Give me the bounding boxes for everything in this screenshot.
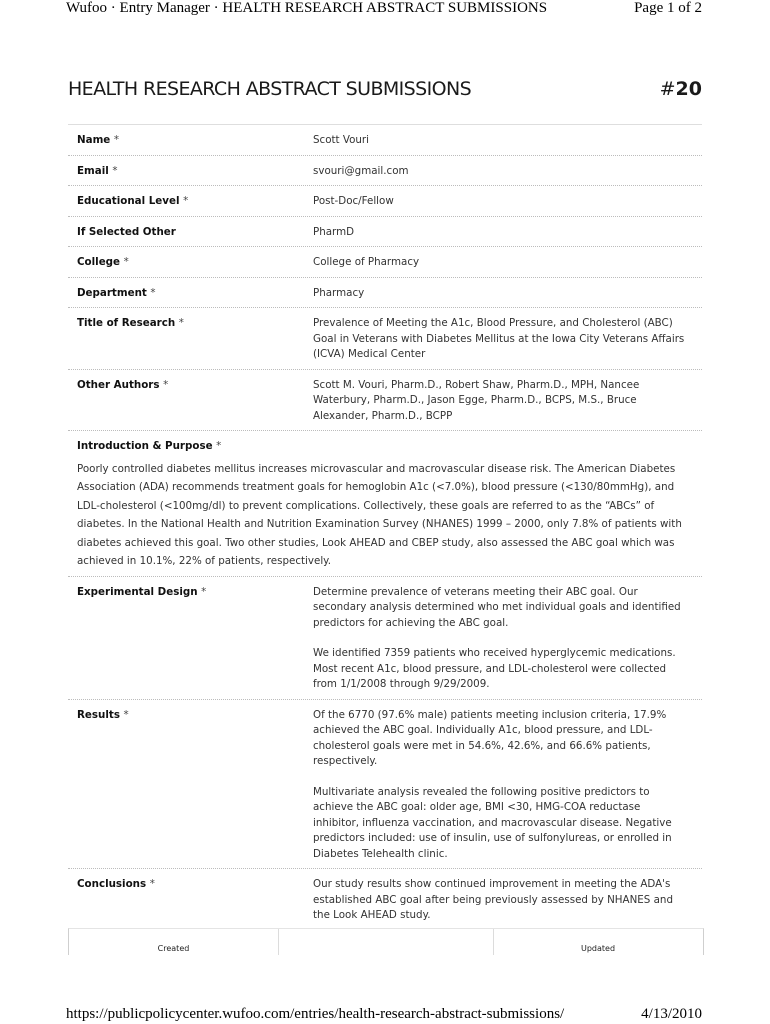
field-label: Email *: [77, 164, 118, 177]
field-label: Experimental Design *: [77, 585, 207, 598]
meta-divider: [278, 929, 279, 955]
required-marker: *: [123, 708, 129, 721]
field-value: [313, 577, 693, 699]
required-marker: *: [113, 134, 120, 146]
field-value: Pharmacy: [313, 286, 365, 299]
field-row-if-selected-other: [68, 217, 702, 248]
field-label: Introduction & Purpose *: [77, 440, 222, 452]
field-row-conclusions: [68, 869, 702, 930]
print-header: [66, 0, 702, 22]
field-label: Department *: [77, 286, 156, 299]
field-row-experimental-design: [68, 577, 702, 700]
field-value: svouri@gmail.com: [313, 164, 409, 177]
required-marker: *: [183, 195, 189, 207]
entry-number-prefix: #: [659, 78, 676, 100]
required-marker: *: [150, 286, 156, 299]
print-date: 4/13/2010: [641, 1006, 702, 1022]
field-value: Prevalence of Meeting the A1c, Blood Pressure, and Cholesterol (ABC) Goal in Veterans with Diabetes Mellitus at the Iowa City Veterans Affairs (ICVA) Medical Center: [313, 317, 685, 360]
page-number: Page 1 of 2: [634, 0, 702, 16]
field-value: Scott M. Vouri, Pharm.D., Robert Shaw, Pharm.D., MPH, Nancee Waterbury, Pharm.D., Jason Egge, Pharm.D., BCPS, M.S., Bruce Alexander, Pharm.D., BCPP: [313, 378, 640, 422]
entry-meta-table: [68, 928, 704, 955]
required-marker: *: [123, 256, 129, 268]
required-marker: *: [216, 440, 222, 452]
field-label: Title of Research *: [77, 317, 184, 329]
field-value: College of Pharmacy: [313, 256, 420, 268]
field-value: Scott Vouri: [313, 134, 370, 146]
field-label: If Selected Other: [77, 225, 176, 238]
form-title-row: [68, 78, 702, 108]
field-row-other-authors: [68, 370, 702, 432]
required-marker: *: [201, 585, 207, 598]
updated-label: Updated: [580, 944, 616, 953]
entry-number: [660, 78, 702, 100]
field-row-results: [68, 700, 702, 870]
field-label: Name *: [77, 134, 120, 146]
field-paragraph: Multivariate analysis revealed the following positive predictors to achieve the ABC goal: older age, BMI <30, HMG-COA reductase inhibitor, influenza vaccination, and macrovascular disease. Negative predictors included: use of insulin, use of sulfonylureas, or enrolled in Diabetes Telehealth clinic.: [313, 785, 672, 860]
field-value: [313, 700, 693, 869]
field-label: Results *: [77, 708, 129, 721]
print-header-title: Wufoo · Entry Manager · HEALTH RESEARCH ABSTRACT SUBMISSIONS: [66, 0, 548, 16]
field-row-department: [68, 278, 702, 309]
required-marker: *: [112, 164, 118, 177]
form-title: HEALTH RESEARCH ABSTRACT SUBMISSIONS: [68, 78, 472, 100]
required-marker: *: [149, 878, 155, 890]
entry-number-value: 20: [675, 78, 702, 100]
field-label: Conclusions *: [77, 878, 155, 890]
field-label: Educational Level *: [77, 195, 189, 207]
required-marker: *: [163, 378, 169, 391]
field-row-educational-level: [68, 186, 702, 217]
field-paragraph: Determine prevalence of veterans meeting their ABC goal. Our secondary analysis determined who met individual goals and identified predictors for achieving the ABC goal.: [313, 585, 681, 629]
required-marker: *: [178, 317, 184, 329]
created-label: Created: [157, 944, 190, 953]
field-value: Post-Doc/Fellow: [313, 195, 394, 207]
field-label: College *: [77, 256, 129, 268]
field-value: PharmD: [313, 225, 355, 238]
field-value: Poorly controlled diabetes mellitus increases microvascular and macrovascular disease risk. The American Diabetes Association (ADA) recommends treatment goals for hemoglobin A1c (<7.0%), blood pressure (<130/80mmHg), and LDL-cholesterol (<100mg/dl) to prevent complications. Collectively, these goals are referred to as the “ABCs” of diabetes. In the National Health and Nutrition Examination Survey (NHANES) 1999 – 2000, only 7.8% of patients with diabetes achieved this goal. Two other studies, Look AHEAD and CBEP study, also assessed the ABC goal which was achieved in 10.1%, 22% of patients, respectively.: [77, 462, 682, 567]
field-value: Our study results show continued improvement in meeting the ADA's established ABC goal after being previously assessed by NHANES and the Look AHEAD study.: [313, 878, 673, 921]
field-paragraph: Of the 6770 (97.6% male) patients meeting inclusion criteria, 17.9% achieved the ABC goal. Individually A1c, blood pressure, and LDL-cholesterol goals were met in 54.6%, 42.6%, and 66.6% patients, respectively.: [313, 708, 667, 767]
page-url: https://publicpolicycenter.wufoo.com/entries/health-research-abstract-submissions/: [66, 1006, 565, 1022]
field-label: Other Authors *: [77, 378, 169, 391]
field-paragraph: We identified 7359 patients who received hyperglycemic medications. Most recent A1c, blood pressure, and LDL-cholesterol were collected from 1/1/2008 through 9/29/2009.: [313, 647, 676, 690]
field-row-college: [68, 247, 702, 278]
field-row-title-of-research: [68, 308, 702, 370]
entry-fields: [68, 124, 702, 930]
print-footer: [66, 1006, 702, 1024]
field-row-introduction-purpose: [68, 431, 702, 577]
field-row-name: [68, 125, 702, 156]
field-row-email: [68, 156, 702, 187]
